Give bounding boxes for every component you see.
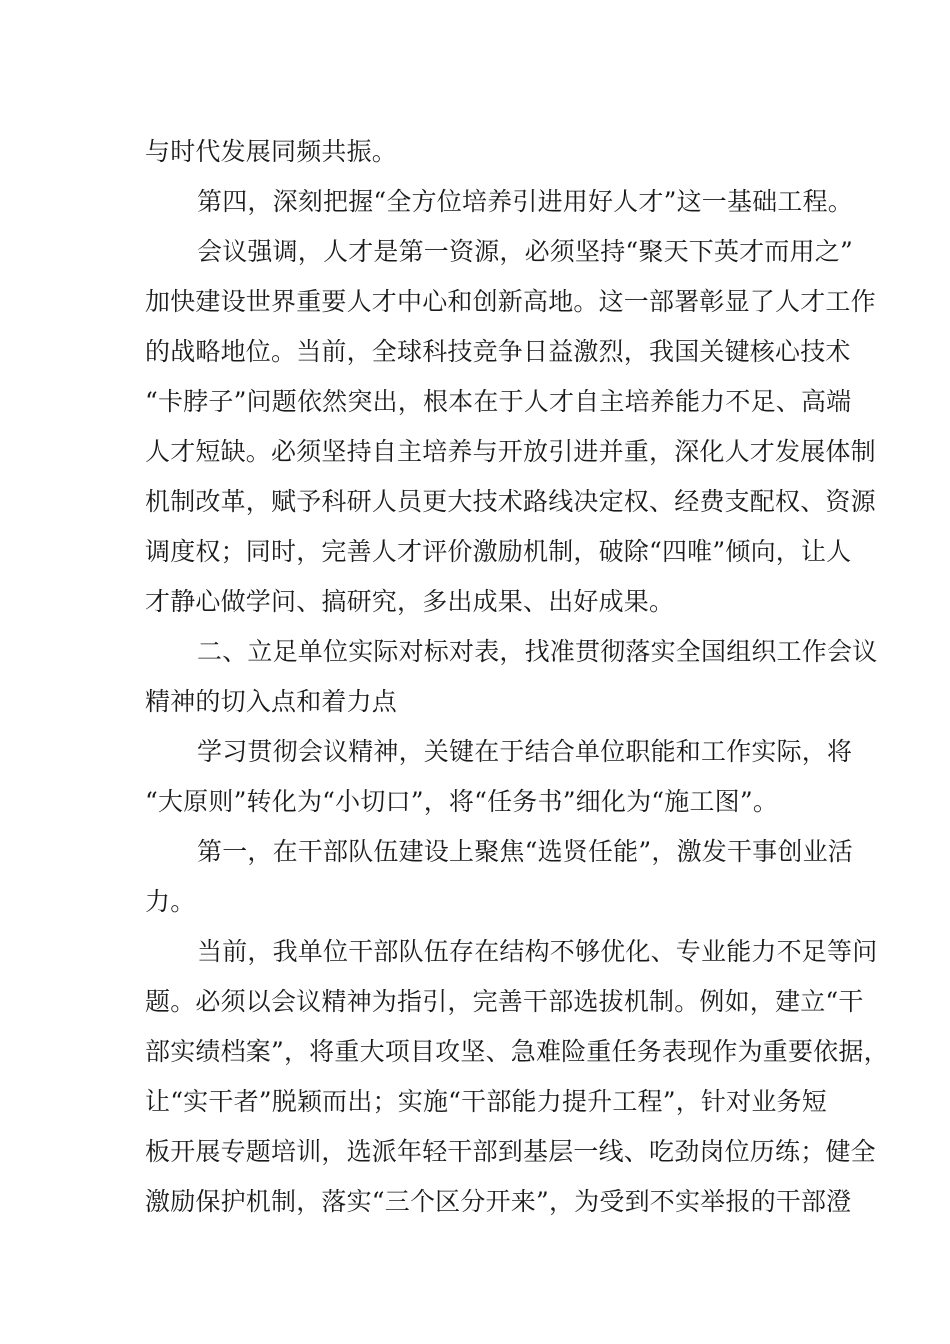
text-line: 与时代发展同频共振。 (145, 137, 398, 166)
text-line: 会议强调，人才是第一资源，必须坚持“聚天下英才而用之” (197, 237, 853, 266)
text-line: 部实绩档案”，将重大项目攻坚、急难险重任务表现作为重要依据， (145, 1037, 889, 1066)
text-line: 激励保护机制，落实“三个区分开来”，为受到不实举报的干部澄 (145, 1187, 852, 1216)
subsection-heading-1: 第一，在干部队伍建设上聚焦“选贤任能”，激发干事创业活 (197, 837, 853, 866)
text-line: “卡脖子”问题依然突出，根本在于人才自主培养能力不足、高端 (145, 387, 852, 416)
section-heading-2-cont: 精神的切入点和着力点 (145, 687, 398, 716)
text-line: 的战略地位。当前，全球科技竞争日益激烈，我国关键核心技术 (145, 337, 851, 366)
text-line: 人才短缺。必须坚持自主培养与开放引进并重，深化人才发展体制 (145, 437, 876, 466)
text-line: 学习贯彻会议精神，关键在于结合单位职能和工作实际，将 (197, 737, 853, 766)
text-line: 板开展专题培训，选派年轻干部到基层一线、吃劲岗位历练；健全 (145, 1137, 876, 1166)
text-line: 加快建设世界重要人才中心和创新高地。这一部署彰显了人才工作 (145, 287, 876, 316)
text-line: 当前，我单位干部队伍存在结构不够优化、专业能力不足等问 (197, 937, 878, 966)
text-line: “大原则”转化为“小切口”，将“任务书”细化为“施工图”。 (145, 787, 779, 816)
section-heading-4: 第四，深刻把握“全方位培养引进用好人才”这一基础工程。 (197, 187, 853, 216)
text-line: 题。必须以会议精神为指引，完善干部选拔机制。例如，建立“干 (145, 987, 864, 1016)
section-heading-2: 二、立足单位实际对标对表，找准贯彻落实全国组织工作会议 (197, 637, 878, 666)
text-line: 调度权；同时，完善人才评价激励机制，破除“四唯”倾向，让人 (145, 537, 852, 566)
text-line: 机制改革，赋予科研人员更大技术路线决定权、经费支配权、资源 (145, 487, 876, 516)
subsection-heading-1-cont: 力。 (145, 887, 196, 916)
text-line: 才静心做学问、搞研究，多出成果、出好成果。 (145, 587, 675, 616)
text-line: 让“实干者”脱颖而出；实施“干部能力提升工程”，针对业务短 (145, 1087, 827, 1116)
